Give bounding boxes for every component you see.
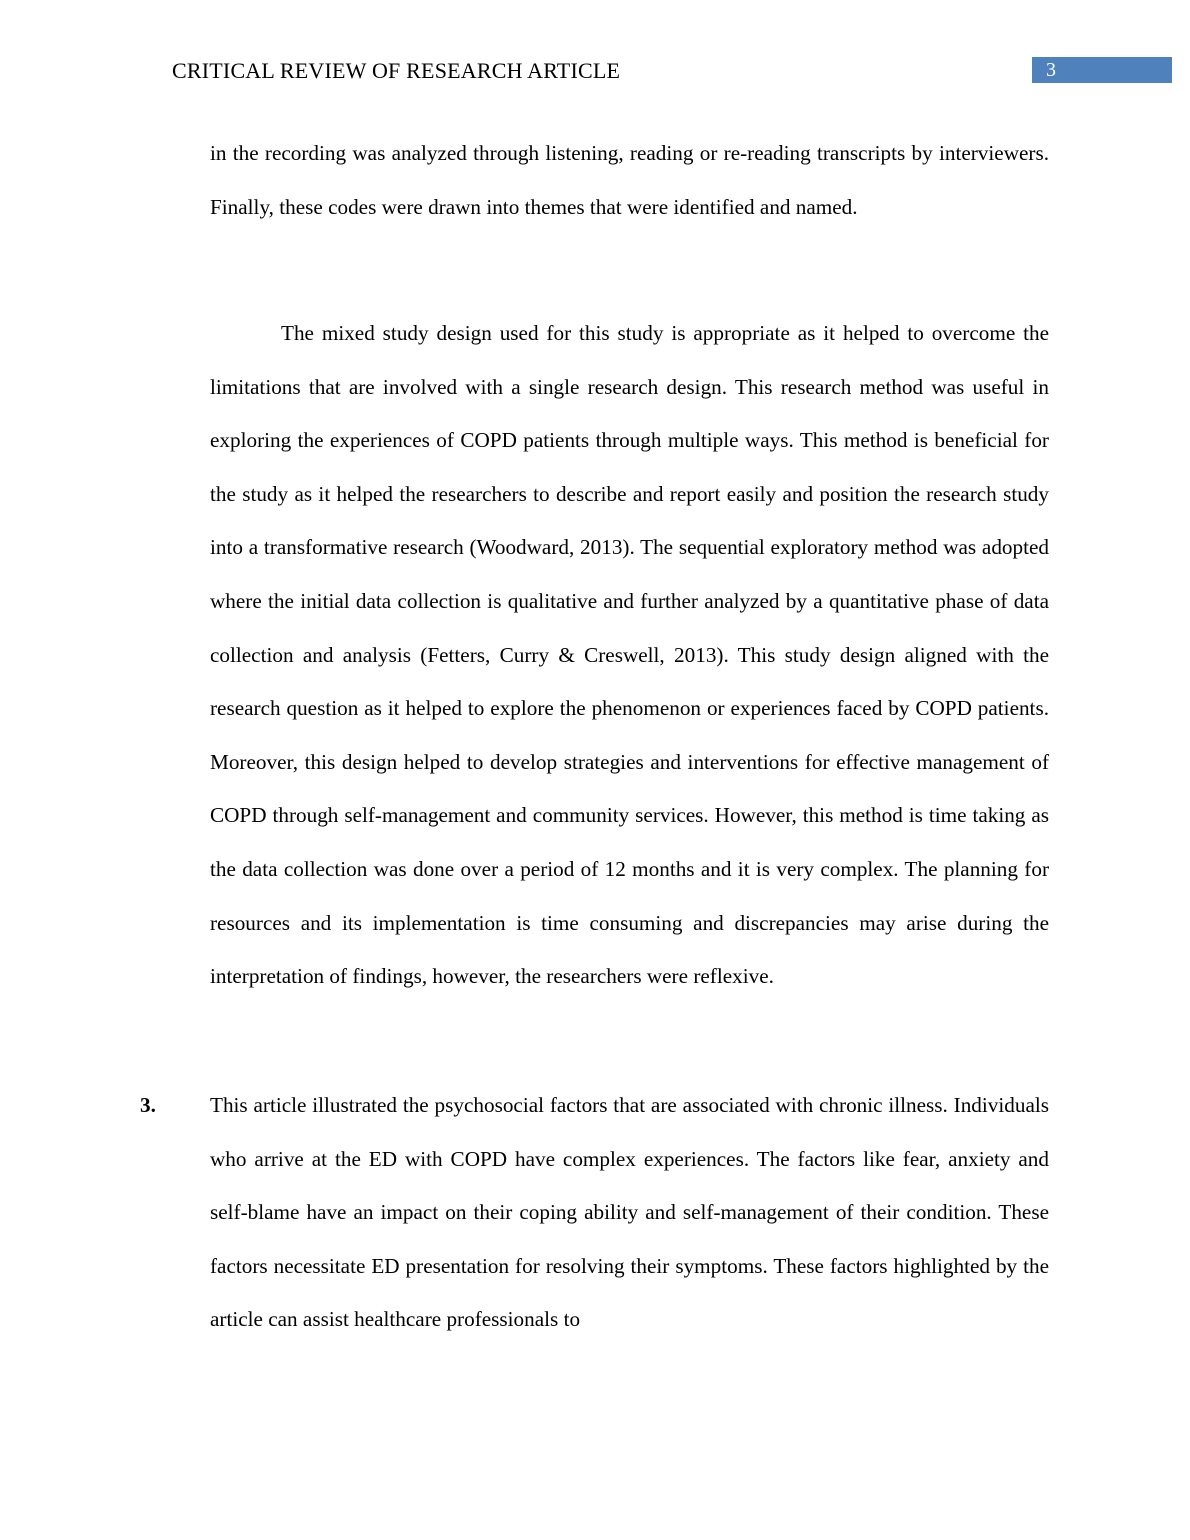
paragraph-text: in the recording was analyzed through listening, reading or re-reading transcripts by interviewers. Finally, these codes were drawn into themes that were identified and named.	[210, 141, 1049, 219]
running-header-title: CRITICAL REVIEW OF RESEARCH ARTICLE	[172, 58, 621, 83]
list-item-paragraph	[210, 1079, 1049, 1347]
list-item-number: 3.	[140, 1093, 156, 1117]
page-number-badge: 3	[1032, 57, 1172, 83]
paragraph-text: The mixed study design used for this study is appropriate as it helped to overcome the limitations that are involved with a single research design. This research method was useful in exploring the experiences of COPD patients through multiple ways. This method is beneficial for the study as it helped the researchers to describe and report easily and position the research study into a transformative research (Woodward, 2013). The sequential exploratory method was adopted where the initial data collection is qualitative and further analyzed by a quantitative phase of data collection and analysis (Fetters, Curry & Creswell, 2013). This study design aligned with the research question as it helped to explore the phenomenon or experiences faced by COPD patients. Moreover, this design helped to develop strategies and interventions for effective management of COPD through self-management and community services. However, this method is time taking as the data collection was done over a period of 12 months and it is very complex. The planning for resources and its implementation is time consuming and discrepancies may arise during the interpretation of findings, however, the researchers were reflexive.	[210, 321, 1049, 989]
paragraph-text: This article illustrated the psychosocial factors that are associated with chronic illness. Individuals who arrive at the ED with COPD have complex experiences. The factors like fear, anxiety and self-blame have an impact on their coping ability and self-management of their condition. These factors necessitate ED presentation for resolving their symptoms. These factors highlighted by the article can assist healthcare professionals to	[210, 1093, 1049, 1332]
paragraph-mixed-study-design	[210, 307, 1049, 1004]
paragraph-continuation	[210, 127, 1049, 234]
